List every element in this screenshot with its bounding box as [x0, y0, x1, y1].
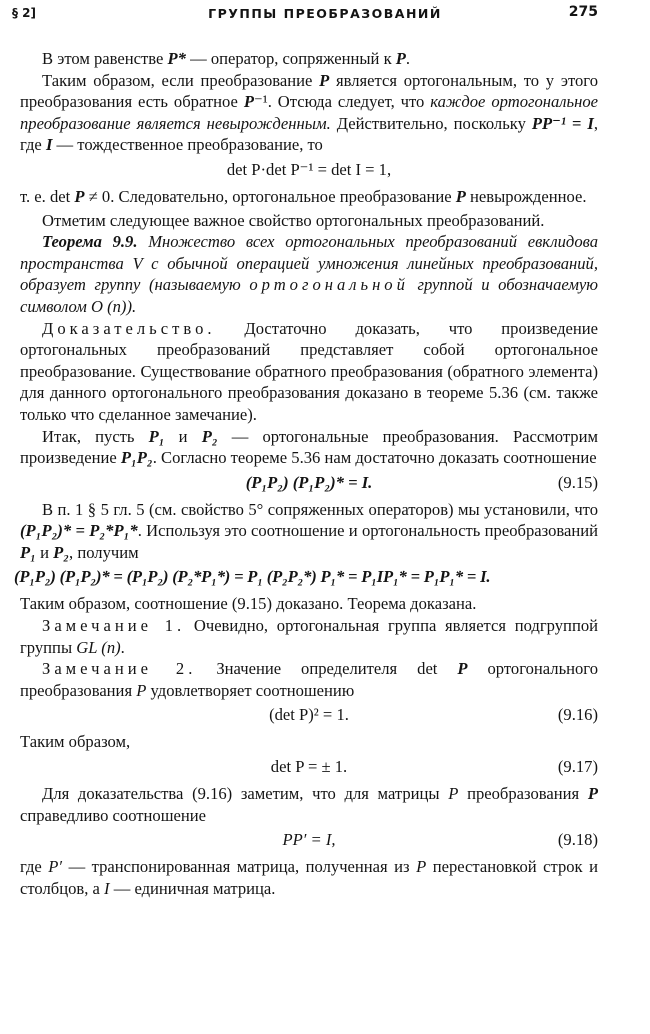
paragraph: Для доказательства (9.16) заметим, что для матрицы P преобразования P справедливо соотношение: [20, 784, 598, 825]
remark-2: Замечание 2. Значение определителя det P ортогонального преобразования P удовлетворяет соотношению: [20, 659, 599, 700]
paragraph: Отметим следующее важное свойство ортогональных преобразований.: [42, 210, 545, 230]
equation: det P·det P⁻¹ = det I = 1,: [226, 159, 392, 179]
paragraph: т. е. det P ≠ 0. Следовательно, ортогональное преобразование P невырожденное.: [20, 186, 587, 206]
section-mark: § 2]: [12, 6, 37, 20]
paragraph: Итак, пусть P₁ и P₂ — ортогональные преобразования. Рассмотрим произведение P₁P₂. Согласно теореме 5.36 нам достаточно доказать соотношение: [20, 426, 598, 468]
equation-chain: (P₁P₂) (P₁P₂)* = (P₁P₂) (P₂*P₁*) = P₁ (P₂P₂*) P₁* = P₁IP₁* = P₁P₁* = I.: [14, 567, 491, 587]
equation-9-17: det P = ± 1. (9.17): [270, 757, 598, 777]
paragraph: где P′ — транспонированная матрица, полученная из P перестановкой строк и столбцов, а I — единичная матрица.: [20, 857, 599, 898]
page-body: [14, 48, 599, 899]
paragraph: Таким образом,: [20, 732, 131, 752]
chapter-title: ГРУППЫ ПРЕОБРАЗОВАНИЙ: [208, 6, 442, 21]
paragraph: В п. 1 § 5 гл. 5 (см. свойство 5° сопряженных операторов) мы установили, что (P₁P₂)* = P₂*P₁*. Используя это соотношение и ортогональность преобразований P₁ и P₂, получим: [20, 499, 598, 562]
equation-9-16: (det P)² = 1. (9.16): [269, 705, 598, 725]
equation-9-15: (P₁P₂) (P₁P₂)* = I. (9.15): [245, 472, 598, 492]
equation-9-18: PP′ = I, (9.18): [282, 830, 598, 850]
paragraph: Таким образом, если преобразование P является ортогональным, то у этого преобразования есть обратное P⁻¹. Отсюда следует, что каждое ортогональное преобразование является невырожденным. Действительно, поскольку PP⁻¹ = I, где I — тождественное преобразование, то: [20, 70, 599, 155]
paragraph: Таким образом, соотношение (9.15) доказано. Теорема доказана.: [20, 594, 477, 614]
page-number: 275: [568, 4, 598, 20]
theorem: Теорема 9.9. Множество всех ортогональных преобразований евклидова пространства V с обычной операцией умножения линейных преобразований, образует группу (называемую ортогональной группой и обозначаемую символом O (n)).: [20, 232, 598, 316]
running-header: [0, 4, 650, 24]
remark-1: Замечание 1. Очевидно, ортогональная группа является подгруппой группы GL (n).: [20, 616, 598, 657]
paragraph: В этом равенстве P* — оператор, сопряженный к P.: [42, 49, 411, 68]
proof: Доказательство. Достаточно доказать, что произведение ортогональных преобразований представляет собой ортогональное преобразование. Существование обратного преобразования (обратного элемента) для данного ортогонального преобразования доказано в теореме 5.36 (см. также только что сделанное замечание).: [20, 318, 598, 424]
